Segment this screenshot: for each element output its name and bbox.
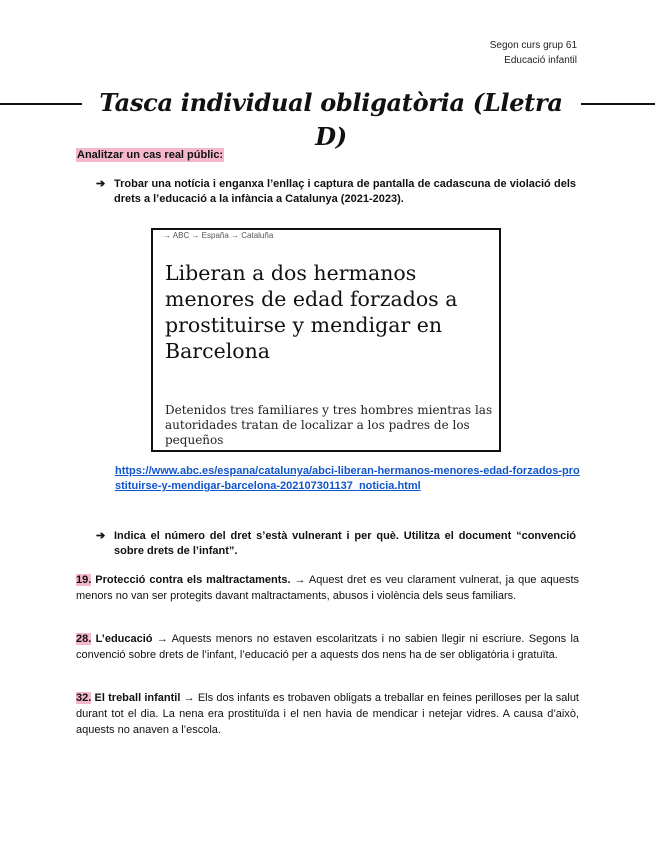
news-headline: Liberan a dos hermanos menores de edad forzados a prostituirse y mendigar en Barcelona (165, 261, 458, 363)
right-paragraph-19 (76, 572, 579, 604)
news-screenshot (151, 228, 501, 452)
title-row (0, 86, 655, 151)
right-text: → Aquests menors no estaven escolaritzats i no sabien llegir ni escriure. Segons la convenció sobre drets de l’infant, l’educació per a aquests dos nens ha de ser obligatòria i gratuïta. (76, 633, 580, 661)
right-label: El treball infantil (94, 692, 181, 704)
bullet-text: Indica el número del dret s’està vulnerant i per què. Utilitza el document “convenció sobre drets de l’infant”. (114, 530, 576, 557)
right-paragraph-32 (76, 690, 579, 738)
header-degree: Educació infantil (504, 55, 577, 66)
right-label: Protecció contra els maltractaments. (95, 574, 291, 586)
header-course: Segon curs grup 61 (489, 40, 577, 51)
bullet-task-1 (96, 177, 576, 207)
arrow-icon: ➔ (96, 530, 106, 542)
section-heading: Analitzar un cas real públic: (77, 149, 224, 161)
breadcrumb: → ABC → España → Cataluña (163, 231, 274, 240)
right-label: L’educació (95, 633, 153, 645)
page-title: Tasca individual obligatòria (Lletra D) (99, 88, 563, 151)
bullet-text: Trobar una notícia i enganxa l’enllaç i captura de pantalla de cadascuna de violació dels drets a l’educació a la infància a Catalunya (2021-2023). (114, 178, 576, 205)
header-meta (490, 38, 577, 68)
right-text: → Els dos infants es trobaven obligats a treballar en feines perilloses per la salut durant tot el dia. La nena era prostituïda i el nen havia de mendicar i netejar vidres. A causa d’això, aquests no anaven a l’escola. (76, 692, 579, 736)
right-number: 28. (76, 633, 92, 645)
news-link[interactable]: https://www.abc.es/espana/catalunya/abci-liberan-hermanos-menores-edad-forzados-prostituirse-y-mendigar-barcelona-202107301137_noticia.html (115, 465, 580, 492)
right-number: 19. (76, 574, 92, 586)
bullet-task-2 (96, 529, 576, 559)
right-paragraph-28 (76, 631, 579, 663)
title-line-left (0, 103, 82, 105)
right-text: → Aquest dret es veu clarament vulnerat, ja que aquests menors no van ser protegits davant maltractaments, abusos i violència dels seus familiars. (76, 574, 580, 602)
title-line-right (581, 103, 655, 105)
arrow-icon: ➔ (96, 178, 106, 190)
news-subtitle: Detenidos tres familiares y tres hombres mientras las autoridades tratan de localizar a los padres de los pequeños (165, 403, 493, 447)
right-number: 32. (76, 692, 92, 704)
